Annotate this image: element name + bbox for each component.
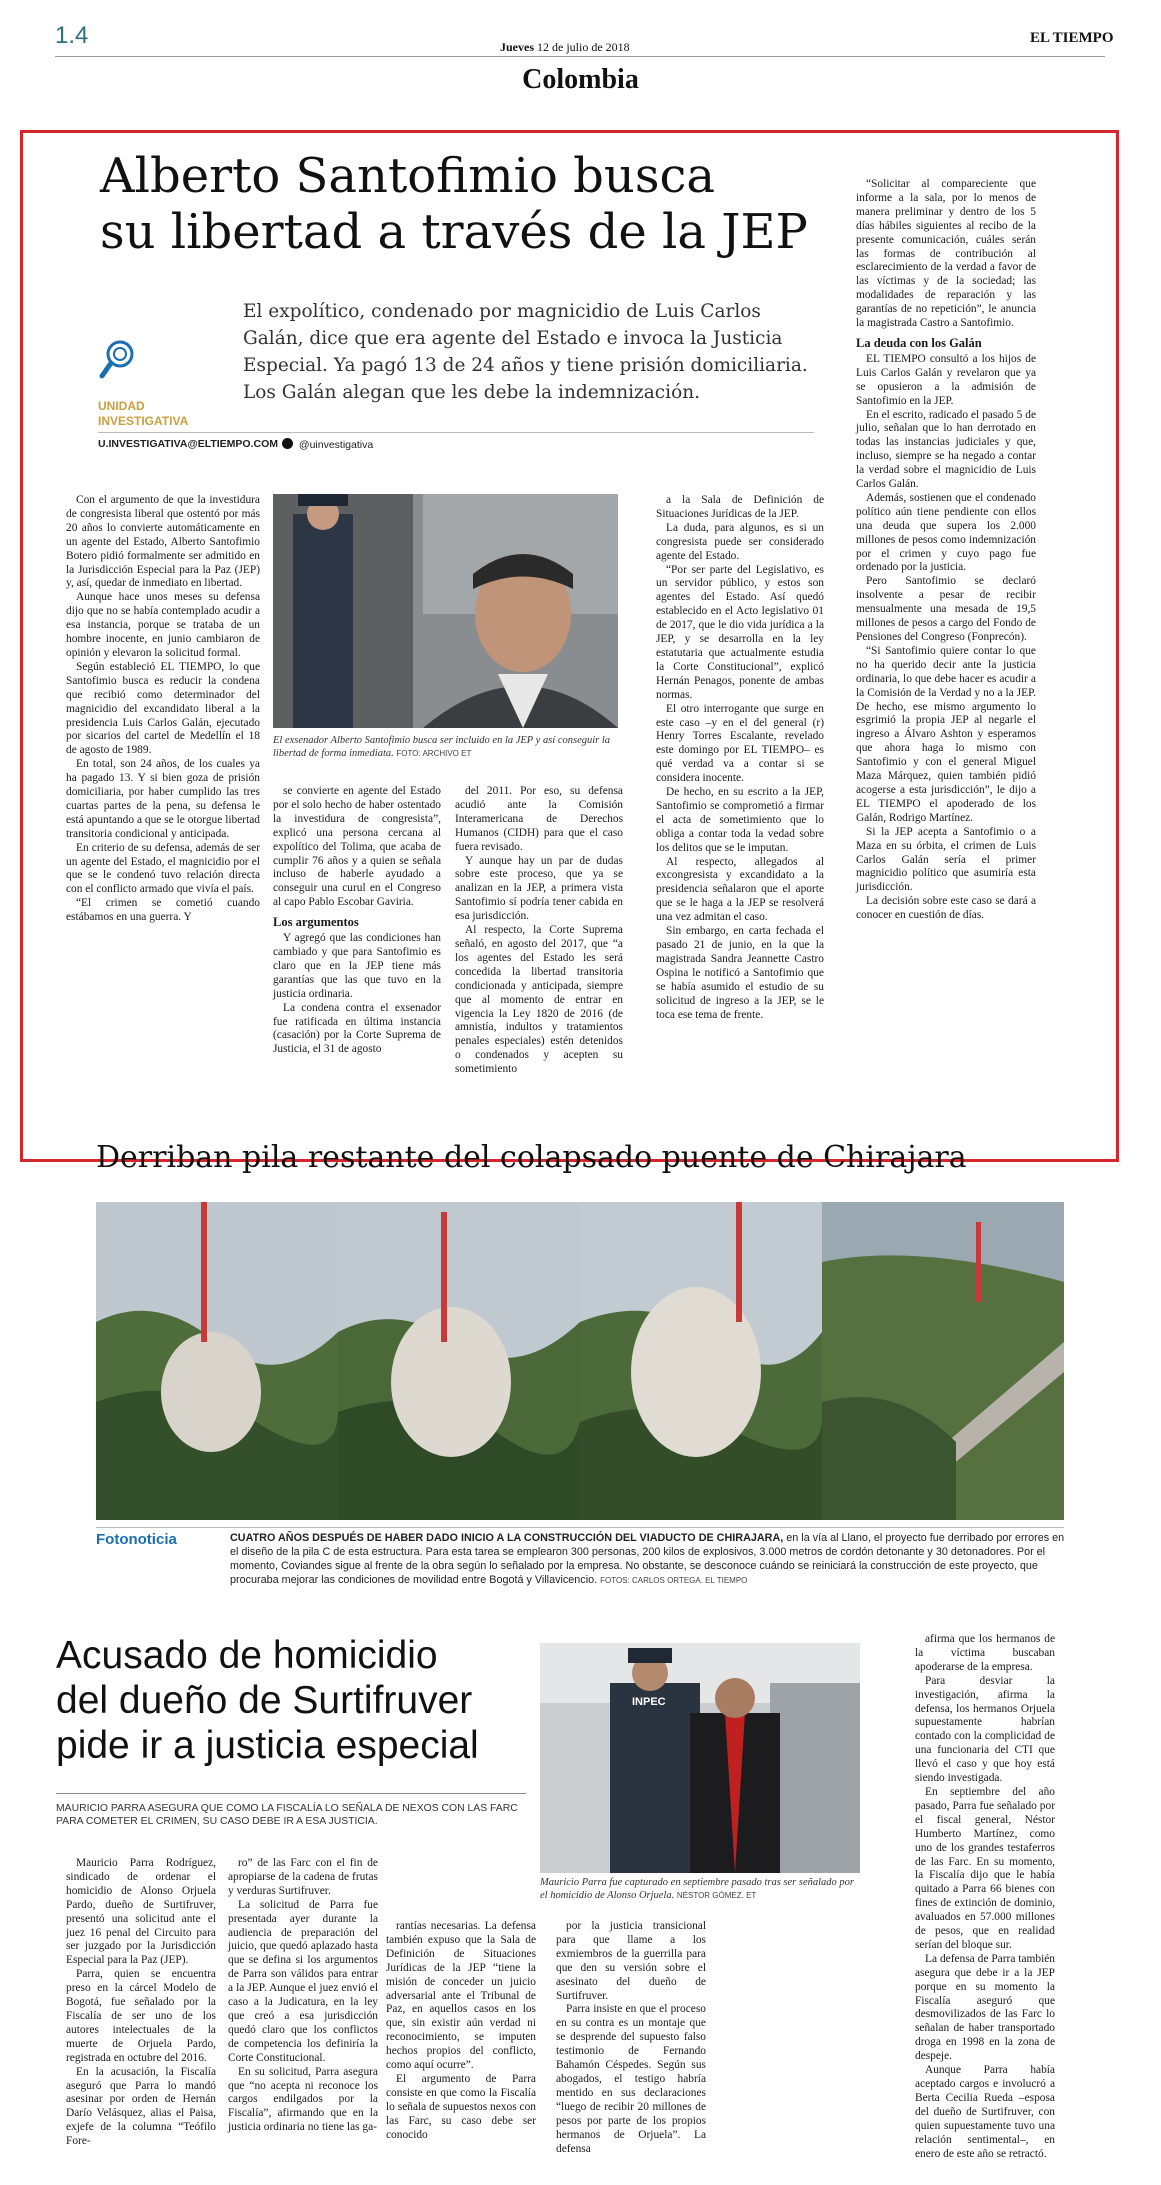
story1-col1 <box>66 494 260 925</box>
parra-photo <box>540 1643 860 1873</box>
parra-caption-text: Mauricio Parra fue capturado en septiembre pasado tras ser señalado por el homicidio de Alonso Orjuela. <box>540 1877 855 1901</box>
header-date-day: Jueves <box>500 40 534 54</box>
paragraph: La duda, para algunos, es si un congresista puede ser considerado agente del Estado. <box>656 521 824 562</box>
paragraph: De hecho, en su escrito a la JEP, Santofimio se comprometió a firmar el acta de sometimiento que lo obliga a contar toda la vedad sobre los delitos que se le imputan. <box>656 786 824 854</box>
unit-name <box>98 399 188 429</box>
paragraph: En septiembre del año pasado, Parra fue señalado por el fiscal general, Néstor Humberto Martínez, como uno de los grandes testaferros de las Farc. En su momento, la Fiscalía dijo que le había quitado a Parra 66 bienes con fines de extinción de dominio, avaluados en 57.000 millones de pesos, que en realidad serían del bloque sur. <box>915 1785 1055 1951</box>
paragraph: Parra, quien se encuentra preso en la cárcel Modelo de Bogotá, fue señalado por la Fiscalía de ser uno de los autores intelectuales de la muerte de Orjuela Pardo, registrada en octubre del 2016. <box>66 1968 216 2064</box>
paragraph: “Por ser parte del Legislativo, es un servidor público, y estos son agentes del Estado. Así quedó establecido en el Acto legislativo 01 de 2017, que le dio vida jurídica a la JEP, y se desarrolla en la ley estatutaria que actualmente estudia la Corte Constitucional”, explicó Hernán Penagos, ponente de ambas normas. <box>656 563 824 701</box>
paragraph: En la acusación, la Fiscalía aseguró que Parra lo mandó asesinar por orden de Hernán Darío Velásquez, alias el Paisa, exjefe de la columna “Teófilo Fore- <box>66 2065 216 2148</box>
story3-rule <box>56 1793 526 1794</box>
fotonoticia-label: Fotonoticia <box>96 1531 177 1548</box>
paragraph: En criterio de su defensa, además de ser un agente del Estado, el magnicidio por el que se le condenó tuvo relación directa con el conflicto armado que vivía el país. <box>66 841 260 896</box>
story3-headline-line2: del dueño de Surtifruver <box>56 1679 473 1722</box>
chirajara-photo-2 <box>338 1202 580 1520</box>
story1-col4 <box>656 494 824 1022</box>
story1-col5-part1 <box>856 178 1036 331</box>
santofimio-photo-credit: FOTO: ARCHIVO ET <box>396 748 472 758</box>
unit-email[interactable]: U.INVESTIGATIVA@ELTIEMPO.COM <box>98 438 278 450</box>
magnifier-icon <box>98 338 138 382</box>
paragraph: Al respecto, la Corte Suprema señaló, en agosto del 2017, que “a los agentes del Estado les será concedida la libertad transitoria condicionada y anticipada, siempre que al momento de entrar en vigencia la Ley 1820 de 2016 (de amnistía, indultos y tratamientos penales especiales) estén detenidos o condenados y acepten su sometimiento <box>455 924 623 1076</box>
story2-caption-bold: CUATRO AÑOS DESPUÉS DE HABER DADO INICIO A LA CONSTRUCCIÓN DEL VIADUCTO DE CHIRAJARA, <box>230 1532 784 1544</box>
paragraph: Para desviar la investigación, afirma la defensa, los hermanos Orjuela supuestamente habrían contado con la complicidad de una funcionaria del CTI que llevó el caso y que hoy está siendo investigada. <box>915 1674 1055 1785</box>
twitter-handle-text: @uinvestigativa <box>298 439 374 451</box>
paragraph: Pero Santofimio se declaró insolvente a pesar de recibir mensualmente una mesada de 19,5 millones de pesos a cargo del Fondo de Pensiones del Congreso (Fonprecón). <box>856 575 1036 643</box>
paragraph: Aunque hace unos meses su defensa dijo que no se había contemplado acudir a esa instancia, porque se trataba de un hombre inocente, en junio cambiaron de opinión y elevaron la solicitud formal. <box>66 591 260 659</box>
paragraph: En total, son 24 años, de los cuales ya ha pagado 13. Y si bien goza de prisión domiciliaria, por haber cumplido las tres cuartas partes de la pena, su defensa le está apuntando a que se le otorgue libertad transitoria condicional y anticipada. <box>66 758 260 840</box>
unit-name-line2: INVESTIGATIVA <box>98 414 189 428</box>
paragraph: El argumento de Parra consiste en que como la Fiscalía lo señala de supuestos nexos con las Farc, su caso debe ser conocido <box>386 2072 536 2141</box>
paragraph: Y agregó que las condiciones han cambiado y que para Santofimio es claro que en la JEP tiene más garantías que las que tuvo en la justicia ordinaria. <box>273 932 441 1000</box>
story1-col2-part2 <box>273 932 441 1057</box>
paragraph: por la justicia transicional para que llame a los exmiembros de la guerrilla para que den su versión sobre el asesinato del dueño de Surtifruver. <box>556 1920 706 2002</box>
paragraph: se convierte en agente del Estado por el solo hecho de haber ostentado la investidura de congresista”, explicó una persona cercana al expolítico del Tolima, que acaba de cumplir 76 años y a quien se señala incluso de haberle ayudado a conseguir una curul en el Congreso al capo Pablo Escobar Gaviria. <box>273 785 441 909</box>
header-date <box>500 40 630 55</box>
santofimio-photo <box>273 494 618 728</box>
inpec-vest-label: INPEC <box>632 1696 666 1708</box>
paragraph: rantías necesarias. La defensa también expuso que la Sala de Definición de Situaciones Jurídicas de la JEP “tiene la misión de conceder un juicio adversarial ante el Tribunal de Paz, en aquellos casos en los que, sin existir aún verdad ni reconocimiento, se imputen hechos propios del conflicto, como aquí ocurre”. <box>386 1920 536 2072</box>
paragraph: Sin embargo, en carta fechada el pasado 21 de junio, en la que la magistrada Sandra Jeannette Castro Ospina le notificó a Santofimio que se había asumido el estudio de su solicitud de ingreso a la JEP, se le toca ese tema de frente. <box>656 925 824 1021</box>
story3-col3 <box>386 1920 536 2143</box>
parra-photo-credit: NÉSTOR GÓMEZ. ET <box>676 1890 757 1900</box>
story3-headline <box>56 1633 479 1768</box>
page-number: 1.4 <box>55 22 89 49</box>
chirajara-photo-4 <box>822 1202 1064 1520</box>
header-date-rest: 12 de julio de 2018 <box>537 40 630 54</box>
paragraph: La decisión sobre este caso se dará a conocer en cuestión de días. <box>856 895 1036 922</box>
santofimio-photo-art <box>273 494 618 728</box>
chirajara-photo-3 <box>580 1202 822 1520</box>
story3-col2 <box>228 1857 378 2135</box>
paragraph: En el escrito, radicado el pasado 5 de julio, señalan que lo han derrotado en todas las instancias judiciales y que, incluso, siempre se ha negado a contar la verdad sobre el magnicidio de Luis Carlos Galán. <box>856 408 1036 491</box>
paragraph: EL TIEMPO consultó a los hijos de Luis Carlos Galán y revelaron que ya se opusieron a la admisión de Santofimio en la JEP. <box>856 352 1036 407</box>
paragraph: Con el argumento de que la investidura de congresista liberal que ostentó por más 20 años lo convierte automáticamente en un agente del Estado, Alberto Santofimio Botero pidió formalmente ser admitido en la Jurisdicción Especial para la Paz (JEP) y, así, quedar de inmediato en libertad. <box>66 494 260 590</box>
paragraph: El otro interrogante que surge en este caso –y en el del general (r) Henry Torres Escalante, revelado este domingo por EL TIEMPO– es qué verdad va a contar si se considera inocente. <box>656 702 824 785</box>
story2-photo-credit: FOTOS: CARLOS ORTEGA. EL TIEMPO <box>600 1576 748 1585</box>
paragraph: afirma que los hermanos de la víctima buscaban apoderarse de la empresa. <box>915 1633 1055 1673</box>
header-rule <box>55 56 1105 57</box>
masthead: EL TIEMPO <box>1030 30 1114 46</box>
chirajara-photo-1 <box>96 1202 338 1520</box>
story1-col3 <box>455 785 623 1077</box>
paragraph: Aunque Parra había aceptado cargos e involucró a Berta Cecilia Rueda –esposa del dueño de Surtifruver, con quien supuestamente tuvo una relación sentimental–, en enero de este año se retractó. <box>915 2064 1055 2160</box>
story2-caption <box>230 1531 1070 1588</box>
santofimio-caption-text: El exsenador Alberto Santofimio busca ser incluido en la JEP y así conseguir la libertad de forma inmediata. <box>273 735 611 759</box>
story3-headline-line1: Acusado de homicidio <box>56 1634 438 1677</box>
story1-col5-part2 <box>856 353 1036 923</box>
story3-headline-line3: pide ir a justicia especial <box>56 1724 479 1767</box>
section-title: Colombia <box>522 64 639 95</box>
paragraph: del 2011. Por eso, su defensa acudió ante la Comisión Interamericana de Derechos Humanos (CIDH) para que el caso fuera revisado. <box>455 785 623 853</box>
unit-logo <box>98 338 138 382</box>
paragraph: La solicitud de Parra fue presentada ayer durante la audiencia de preparación del juicio, que quedó aplazado hasta que se defina si los argumentos de Parra son válidos para entrar a la JEP. Aunque el juez envió el caso a la Judicatura, en la ley que creó a esa jurisdicción quedó claro que los conflictos de competencia los definiría la Corte Constitucional. <box>228 1898 378 2064</box>
paragraph: Al respecto, allegados al excongresista y excandidato a la presidencia señalaron que el aporte que se le haga a la JEP se resolverá una vez admitan el caso. <box>656 855 824 924</box>
paragraph: En su solicitud, Parra asegura que “no acepta ni reconoce los cargos endilgados por la Fiscalía”, afirmando que en la justicia ordinaria no tiene las ga- <box>228 2065 378 2134</box>
story1-col2-part1 <box>273 785 441 910</box>
paragraph: Si la JEP acepta a Santofimio o a Maza en su órbita, el crimen de Luis Carlos Galán sería el primer magnicidio político que asumiría esta jurisdicción. <box>856 825 1036 894</box>
paragraph: Y aunque hay un par de dudas sobre este proceso, que ya se analizan en la JEP, a primera vista Santofimio sí podría tener cabida en esa jurisdicción. <box>455 854 623 923</box>
story1-col2 <box>273 785 441 1057</box>
paragraph: “Si Santofimio quiere contar lo que no ha querido decir ante la justicia ordinaria, lo que debe hacer es acudir a la Comisión de la Verdad y no a la JEP. De hecho, ese mismo argumento lo esgrimió la propia JEP al negarle el ingreso a Álvaro Ashton y esperamos que ahora haga lo mismo con Santofimio y con el general Miguel Maza Márquez, quien también pidió acogerse a esta jurisdicción”, le dijo a EL TIEMPO el apoderado de los Galán, Rodrigo Martínez. <box>856 644 1036 824</box>
paragraph: Según estableció EL TIEMPO, lo que Santofimio busca es reducir la condena que recibió como determinador del magnicidio del excandidato liberal a la presidencia Luis Carlos Galán, ejecutado por sicarios del cartel de Medellín el 18 de agosto de 1989. <box>66 660 260 757</box>
story3-col1 <box>66 1857 216 2149</box>
paragraph: “El crimen se cometió cuando estábamos en una guerra. Y <box>66 897 260 924</box>
paragraph: ro” de las Farc con el fin de apropiarse de la cadena de frutas y verduras Surtifruver. <box>228 1857 378 1897</box>
paragraph: a la Sala de Definición de Situaciones Jurídicas de la JEP. <box>656 494 824 520</box>
story2-headline: Derriban pila restante del colapsado puente de Chirajara <box>96 1140 967 1175</box>
paragraph: La defensa de Parra también asegura que debe ir a la JEP porque en su momento la Fiscalía aseguró que desmovilizados de las Farc lo señalan de haber transportado droga en 1998 en la zona de despeje. <box>915 1952 1055 2063</box>
story1-headline <box>100 148 808 260</box>
story1-rule <box>98 432 814 433</box>
story3-deck: MAURICIO PARRA ASEGURA QUE COMO LA FISCALÍA LO SEÑALA DE NEXOS CON LAS FARC PARA COMETER EL CRIMEN, SU CASO DEBE IR A ESA JUSTICIA. <box>56 1803 518 1827</box>
story3-col5 <box>915 1633 1055 2161</box>
story2-caption-text: en la vía al Llano, el proyecto fue derribado por errores en el diseño de la pila C de esta estructura. Para esta tarea se emplearon 300 personas, 200 kilos de explosivos, 3.000 metros de cordón detonante y 30 detonadores. Por el momento, Coviandes sigue al frente de la obra según lo señalado por la empresa. No obstante, se desconoce cuándo se reiniciará la construcción de este proyecto, que procuraba mejorar las condiciones de movilidad entre Bogotá y Villavicencio. <box>230 1532 1065 1586</box>
chirajara-photos <box>96 1202 1064 1520</box>
parra-photo-caption <box>540 1877 860 1902</box>
paragraph: Parra insiste en que el proceso en su contra es un montaje que se desprende del supuesto falso testimonio de Fernando Bahamón Céspedes. Según sus abogados, el testigo habría mentido en sus declaraciones “luego de recibir 20 millones de pesos por parte de los propios hermanos de Orjuela”. La defensa <box>556 2003 706 2155</box>
unit-name-line1: UNIDAD <box>98 399 145 413</box>
story1-headline-line2: su libertad a través de la JEP <box>100 204 808 260</box>
paragraph: “Solicitar al compareciente que informe a la sala, por lo menos de manera preliminar y dentro de los 5 días hábiles siguientes al recibo de la presente comunicación, cuáles serán las formas de contribución al esclarecimiento de la verdad a favor de las víctimas y de la sociedad; las modalidades de reparación y las garantías de no repetición”, le anuncia la magistrada Castro a Santofimio. <box>856 178 1036 330</box>
story1-lead: El expolítico, condenado por magnicidio de Luis Carlos Galán, dice que era agente del Estado e invoca la Justicia Especial. Ya pagó 13 de 24 años y tiene prisión domiciliaria. Los Galán alegan que les debe la indemnización. <box>243 301 808 403</box>
paragraph: Mauricio Parra Rodríguez, sindicado de ordenar el homicidio de Alonso Orjuela Pardo, dueño de Surtifruver, presentó una solicitud ante el juez 16 penal del Circuito para ser juzgado por la Jurisdicción Especial para la Paz (JEP). <box>66 1857 216 1967</box>
twitter-handle[interactable] <box>282 438 373 451</box>
story1-subhead-argumentos: Los argumentos <box>273 915 359 930</box>
story2-rule <box>96 1527 1064 1528</box>
paragraph: La condena contra el exsenador fue ratificada en última instancia (casación) por la Corte Suprema de Justicia, el 31 de agosto <box>273 1001 441 1056</box>
twitter-icon <box>282 438 293 449</box>
chirajara-photo-strip <box>96 1202 1064 1520</box>
story1-col5 <box>856 178 1036 923</box>
parra-photo-art <box>540 1643 860 1873</box>
story3-col4 <box>556 1920 706 2156</box>
santofimio-photo-caption <box>273 735 618 760</box>
story1-headline-line1: Alberto Santofimio busca <box>100 148 715 204</box>
story1-subhead-deuda: La deuda con los Galán <box>856 335 982 350</box>
paragraph: Además, sostienen que el condenado político aún tiene pendiente con ellos una deuda que supera los 2.000 millones de pesos como indemnización por el crimen y cuyo pago fue ordenado por la justicia. <box>856 491 1036 574</box>
